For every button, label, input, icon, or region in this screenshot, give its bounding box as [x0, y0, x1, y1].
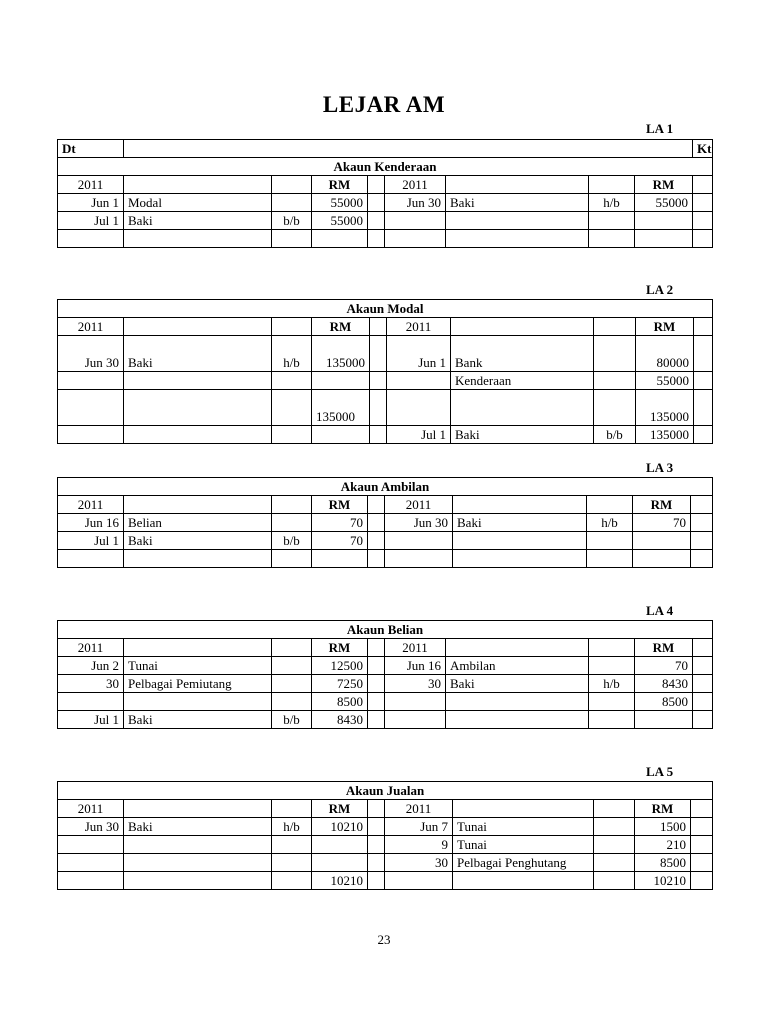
entry-folio: b/b — [272, 711, 312, 729]
page-title: LEJAR AM — [322, 92, 446, 117]
rm-left: RM — [312, 496, 368, 514]
rm-right: RM — [635, 800, 691, 818]
entry-date: 30 — [58, 675, 124, 693]
entry-particular: Baki — [453, 514, 587, 532]
entry-particular: Baki — [451, 426, 594, 444]
entry-amount: 135000 — [636, 390, 694, 426]
entry-particular: Baki — [446, 194, 589, 212]
entry-amount: 8500 — [635, 693, 693, 711]
entry-amount: 135000 — [636, 426, 694, 444]
table-row — [58, 675, 713, 693]
year-right: 2011 — [385, 176, 446, 194]
account-name: Akaun Jualan — [58, 782, 713, 800]
entry-amount: 210 — [635, 836, 691, 854]
entry-particular: Ambilan — [446, 657, 589, 675]
table-row — [58, 212, 713, 230]
entry-particular: Baki — [124, 532, 272, 550]
entry-amount: 8430 — [312, 711, 368, 729]
rm-right: RM — [636, 318, 694, 336]
entry-amount: 7250 — [312, 675, 368, 693]
rm-left: RM — [312, 800, 368, 818]
entry-particular: Tunai — [453, 818, 594, 836]
header-row — [58, 639, 713, 657]
year-left: 2011 — [58, 639, 124, 657]
table-row — [58, 818, 713, 836]
entry-amount: 8430 — [635, 675, 693, 693]
entry-date: Jun 1 — [58, 194, 124, 212]
entry-date: Jun 30 — [58, 818, 124, 836]
entry-particular — [446, 212, 589, 230]
year-right: 2011 — [385, 639, 446, 657]
table-row — [58, 693, 713, 711]
entry-particular: Baki — [124, 212, 272, 230]
entry-date: Jun 16 — [58, 514, 124, 532]
year-left: 2011 — [58, 176, 124, 194]
entry-folio: h/b — [587, 514, 633, 532]
entry-amount: 55000 — [635, 194, 693, 212]
entry-date: Jun 16 — [385, 657, 446, 675]
entry-folio — [594, 818, 635, 836]
entry-folio: b/b — [272, 212, 312, 230]
table-row — [58, 336, 713, 372]
entry-date: 30 — [385, 854, 453, 872]
rm-left: RM — [312, 176, 368, 194]
year-left: 2011 — [58, 318, 124, 336]
entry-date: Jul 1 — [58, 212, 124, 230]
entry-date: Jun 1 — [387, 336, 451, 372]
entry-amount: 55000 — [312, 212, 368, 230]
header-row — [58, 496, 713, 514]
account-code-la5: LA 5 — [646, 764, 674, 779]
entry-particular: Modal — [124, 194, 272, 212]
entry-date — [385, 212, 446, 230]
account-code-la4: LA 4 — [646, 603, 674, 618]
entry-particular: Kenderaan — [451, 372, 594, 390]
entry-amount: 70 — [312, 532, 368, 550]
table-row — [58, 390, 713, 426]
entry-particular: Baki — [446, 675, 589, 693]
header-row — [58, 800, 713, 818]
year-right: 2011 — [385, 496, 453, 514]
entry-amount: 8500 — [635, 854, 691, 872]
entry-date: 30 — [385, 675, 446, 693]
account-code-la1: LA 1 — [646, 121, 674, 136]
entry-folio: h/b — [589, 675, 635, 693]
rm-left: RM — [312, 639, 368, 657]
entry-date: Jul 1 — [387, 426, 451, 444]
account-name: Akaun Kenderaan — [58, 158, 713, 176]
entry-amount: 70 — [312, 514, 368, 532]
entry-particular: Baki — [124, 711, 272, 729]
table-row — [58, 372, 713, 390]
entry-particular: Baki — [124, 818, 272, 836]
entry-folio — [594, 336, 636, 372]
ledger-kenderaan — [57, 139, 713, 248]
entry-amount: 12500 — [312, 657, 368, 675]
entry-particular: Tunai — [453, 836, 594, 854]
entry-folio — [272, 194, 312, 212]
account-name: Akaun Ambilan — [58, 478, 713, 496]
year-right: 2011 — [387, 318, 451, 336]
entry-amount: 135000 — [312, 390, 370, 426]
kt-label: Kt — [693, 140, 713, 158]
entry-date: Jun 2 — [58, 657, 124, 675]
entry-amount: 70 — [635, 657, 693, 675]
entry-particular: Tunai — [124, 657, 272, 675]
entry-date: Jun 30 — [385, 194, 446, 212]
dt-kt-row — [58, 140, 713, 158]
ledger-belian — [57, 620, 713, 729]
table-row — [58, 711, 713, 729]
entry-folio — [589, 212, 635, 230]
entry-folio: h/b — [272, 336, 312, 372]
entry-particular: Pelbagai Penghutang — [453, 854, 594, 872]
entry-folio: b/b — [272, 532, 312, 550]
table-row — [58, 194, 713, 212]
entry-amount: 10210 — [312, 872, 368, 890]
table-row — [58, 532, 713, 550]
account-name: Akaun Modal — [58, 300, 713, 318]
rm-right: RM — [635, 176, 693, 194]
entry-amount: 55000 — [312, 194, 368, 212]
header-row — [58, 176, 713, 194]
ledger-modal — [57, 299, 713, 444]
entry-folio — [272, 514, 312, 532]
entry-amount: 1500 — [635, 818, 691, 836]
rm-right: RM — [633, 496, 691, 514]
entry-date: Jul 1 — [58, 711, 124, 729]
entry-amount: 10210 — [635, 872, 691, 890]
table-row — [58, 657, 713, 675]
year-right: 2011 — [385, 800, 453, 818]
ledger-ambilan — [57, 477, 713, 568]
header-row — [58, 318, 713, 336]
entry-particular: Pelbagai Pemiutang — [124, 675, 272, 693]
year-left: 2011 — [58, 800, 124, 818]
entry-date: 9 — [385, 836, 453, 854]
table-row — [58, 872, 713, 890]
table-row — [58, 836, 713, 854]
year-left: 2011 — [58, 496, 124, 514]
entry-amount: 70 — [633, 514, 691, 532]
dt-label: Dt — [58, 140, 124, 158]
table-row — [58, 514, 713, 532]
entry-date: Jun 30 — [58, 336, 124, 372]
entry-folio: b/b — [594, 426, 636, 444]
account-name: Akaun Belian — [58, 621, 713, 639]
entry-amount — [635, 212, 693, 230]
entry-folio — [272, 675, 312, 693]
account-code-la3: LA 3 — [646, 460, 674, 475]
entry-particular: Bank — [451, 336, 594, 372]
rm-right: RM — [635, 639, 693, 657]
entry-particular: Belian — [124, 514, 272, 532]
entry-amount: 80000 — [636, 336, 694, 372]
entry-date: Jun 7 — [385, 818, 453, 836]
entry-folio — [272, 657, 312, 675]
entry-amount: 10210 — [312, 818, 368, 836]
page-number: 23 — [377, 932, 391, 947]
entry-particular: Baki — [124, 336, 272, 372]
table-row — [58, 230, 713, 248]
table-row — [58, 426, 713, 444]
account-code-la2: LA 2 — [646, 282, 674, 297]
entry-amount: 135000 — [312, 336, 370, 372]
table-row — [58, 550, 713, 568]
entry-date: Jul 1 — [58, 532, 124, 550]
entry-amount: 8500 — [312, 693, 368, 711]
entry-folio: h/b — [272, 818, 312, 836]
entry-folio: h/b — [589, 194, 635, 212]
ledger-jualan — [57, 781, 713, 890]
entry-amount: 55000 — [636, 372, 694, 390]
rm-left: RM — [312, 318, 370, 336]
table-row — [58, 854, 713, 872]
entry-date: Jun 30 — [385, 514, 453, 532]
entry-folio — [589, 657, 635, 675]
